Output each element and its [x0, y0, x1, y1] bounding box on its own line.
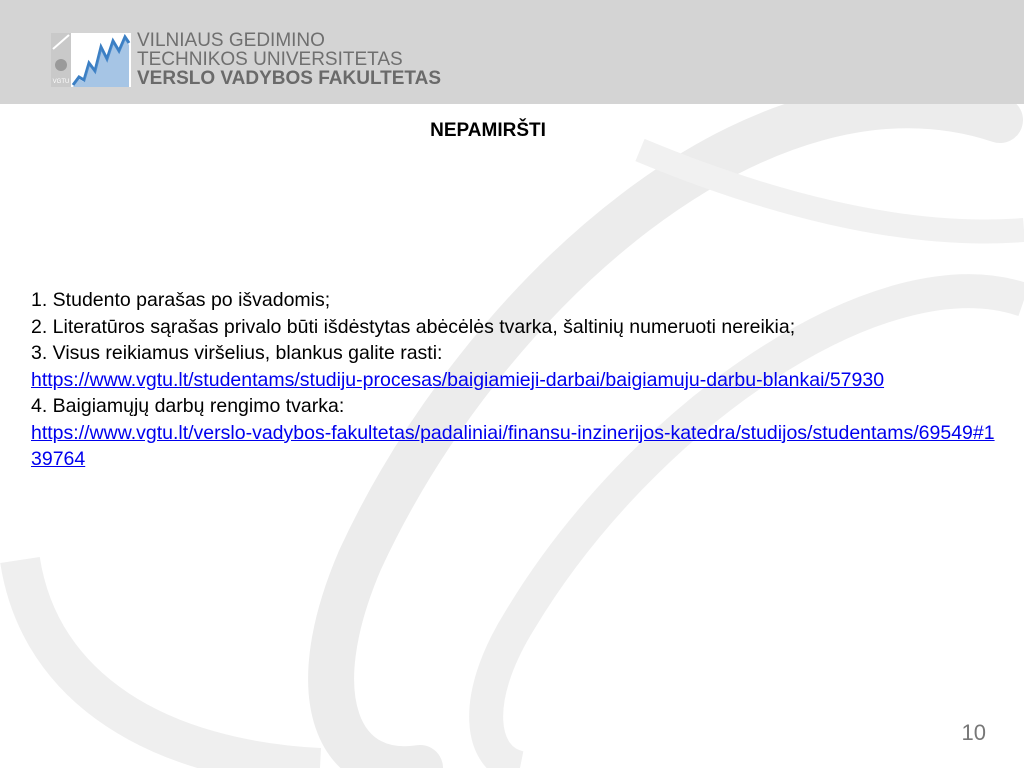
list-item-text: 1. Studento parašas po išvadomis; [31, 289, 331, 311]
thesis-procedure-link[interactable]: https://www.vgtu.lt/verslo-vadybos-fakultetas/padaliniai/finansu-inzinerijos-katedra/studijos/studentams/69549#139764 [31, 421, 995, 470]
university-name-line1: VILNIAUS GEDIMINO [137, 30, 325, 51]
university-name-line2: TECHNIKOS UNIVERSITETAS [137, 49, 403, 70]
university-name-block [137, 31, 441, 88]
list-item-text: 3. Visus reikiamus viršelius, blankus galite rasti: [31, 342, 443, 364]
faculty-name: VERSLO VADYBOS FAKULTETAS [137, 68, 442, 89]
logo-caption: VGTU [52, 79, 70, 85]
list-item-text: 2. Literatūros sąrašas privalo būti išdėstytas abėcėlės tvarka, šaltinių numeruoti nereikia; [31, 315, 796, 338]
page-number: 10 [961, 720, 986, 745]
blank-templates-link[interactable]: https://www.vgtu.lt/studentams/studiju-procesas/baigiamieji-darbai/baigiamuju-darbu-blankai/57930 [31, 368, 885, 391]
list-item [31, 314, 996, 341]
list-item [31, 340, 996, 393]
vgtu-logo [51, 33, 131, 87]
list-item [31, 393, 996, 473]
slide-title: NEPAMIRŠTI [430, 120, 546, 141]
list-item-text: 4. Baigiamųjų darbų rengimo tvarka: [31, 395, 345, 417]
list-item [31, 287, 996, 314]
header-band [0, 0, 1024, 104]
reminder-list [31, 287, 996, 473]
